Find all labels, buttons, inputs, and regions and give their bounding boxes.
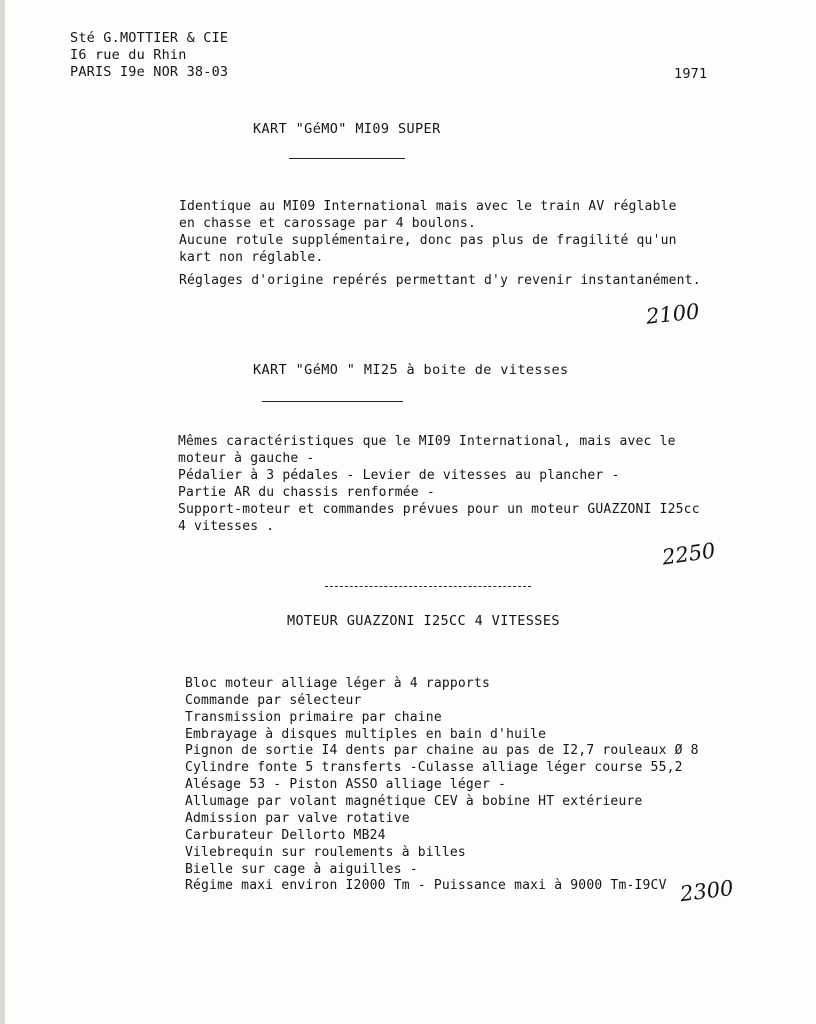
section1-underline bbox=[289, 158, 405, 159]
section3-line: Bloc moteur alliage léger à 4 rapports bbox=[185, 676, 491, 691]
section3-line: Carburateur Dellorto MB24 bbox=[185, 828, 386, 843]
section3-line: Pignon de sortie I4 dents par chaine au pas de I2,7 rouleaux Ø 8 bbox=[185, 743, 699, 758]
section2-title: KART "GéMO " MI25 à boite de vitesses bbox=[253, 362, 569, 378]
section2-line: Mêmes caractéristiques que le MI09 International, mais avec le bbox=[178, 434, 676, 449]
section1-line: Aucune rotule supplémentaire, donc pas plus de fragilité qu'un bbox=[179, 233, 677, 248]
section2-line: Partie AR du chassis renformée - bbox=[178, 485, 435, 500]
section3-price: 2300 bbox=[678, 875, 735, 907]
section3-line: Cylindre fonte 5 transferts -Culasse alliage léger course 55,2 bbox=[185, 760, 683, 775]
company-street: I6 rue du Rhin bbox=[70, 47, 187, 63]
page-edge-shadow bbox=[0, 0, 5, 1024]
document-year: 1971 bbox=[674, 66, 708, 82]
section2-line: 4 vitesses . bbox=[178, 519, 275, 534]
section1-line: en chasse et carossage par 4 boulons. bbox=[179, 216, 476, 231]
section2-line: Pédalier à 3 pédales - Levier de vitesses au plancher - bbox=[178, 468, 620, 483]
section3-line: Bielle sur cage à aiguilles - bbox=[185, 862, 418, 877]
section1-line: Réglages d'origine repérés permettant d'y revenir instantanément. bbox=[179, 273, 701, 288]
section3-line: Allumage par volant magnétique CEV à bobine HT extérieure bbox=[185, 794, 643, 809]
section3-line: Vilebrequin sur roulements à billes bbox=[185, 845, 466, 860]
section3-line: Régime maxi environ I2000 Tm - Puissance maxi à 9000 Tm-I9CV bbox=[185, 878, 667, 893]
company-name: Sté G.MOTTIER & CIE bbox=[70, 30, 229, 46]
section3-line: Alésage 53 - Piston ASSO alliage léger - bbox=[185, 777, 507, 792]
section3-title: MOTEUR GUAZZONI I25CC 4 VITESSES bbox=[287, 613, 560, 629]
section1-line: Identique au MI09 International mais avec le train AV réglable bbox=[179, 199, 677, 214]
section2-line: moteur à gauche - bbox=[178, 451, 315, 466]
section1-line: kart non réglable. bbox=[179, 250, 324, 265]
section3-line: Commande par sélecteur bbox=[185, 693, 362, 708]
section3-line: Embrayage à disques multiples en bain d'huile bbox=[185, 727, 547, 742]
section2-line: Support-moteur et commandes prévues pour un moteur GUAZZONI I25cc bbox=[178, 502, 700, 517]
section-divider bbox=[325, 586, 531, 587]
section3-line: Transmission primaire par chaine bbox=[185, 710, 442, 725]
section2-price: 2250 bbox=[660, 538, 717, 570]
section1-title: KART "GéMO" MI09 SUPER bbox=[253, 121, 441, 137]
company-city-phone: PARIS I9e NOR 38-03 bbox=[70, 64, 229, 80]
section3-line: Admission par valve rotative bbox=[185, 811, 410, 826]
section1-price: 2100 bbox=[644, 299, 701, 329]
section2-underline bbox=[262, 401, 403, 402]
